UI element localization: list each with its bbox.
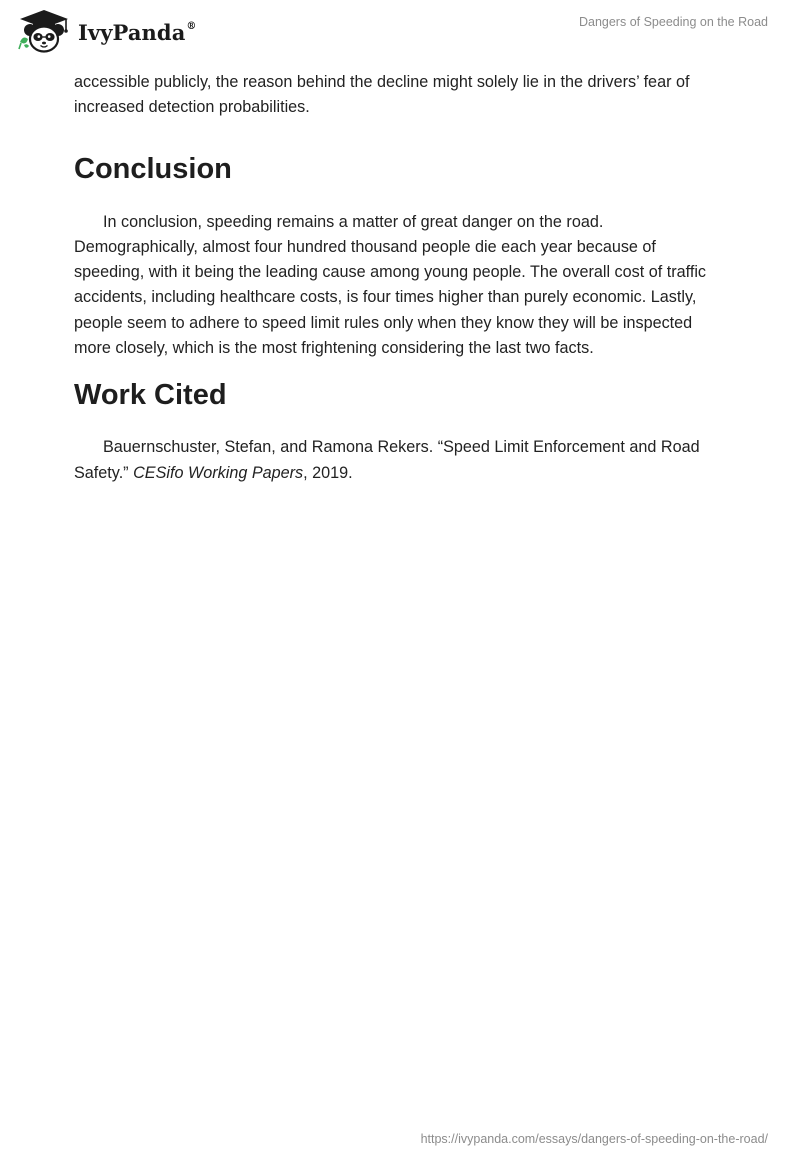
source-url-link[interactable]: https://ivypanda.com/essays/dangers-of-speeding-on-the-road/ xyxy=(420,1132,768,1146)
running-title: Dangers of Speeding on the Road xyxy=(578,15,768,29)
citation-authors-title: Bauernschuster, Stefan, and Ramona Rekers. “Speed Limit Enforcement and Road Safety.” xyxy=(74,438,700,482)
brand-name xyxy=(78,20,197,45)
conclusion-heading: Conclusion xyxy=(74,152,232,185)
ivypanda-logo[interactable] xyxy=(16,8,197,54)
conclusion-paragraph: In conclusion, speeding remains a matter of great danger on the road. Demographically, almost four hundred thousand people die each year because of speeding, with it being the leading cause among young people. The overall cost of traffic accidents, including healthcare costs, is four times higher than purely economic. Lastly, people seem to adhere to speed limit rules only when they know they will be inspected more closely, which is the most frightening considering the last two facts. xyxy=(74,212,707,358)
page-header xyxy=(0,0,800,62)
citation-year: , 2019. xyxy=(303,463,353,482)
intro-paragraph: accessible publicly, the reason behind the decline might solely lie in the drivers’ fear of increased detection probabilities. xyxy=(74,73,690,117)
brand-name-text: IvyPanda xyxy=(78,19,186,45)
registered-mark: ® xyxy=(186,20,197,32)
citation-entry xyxy=(74,435,728,486)
citation-journal: CESifo Working Papers xyxy=(133,463,304,482)
work-cited-heading: Work Cited xyxy=(74,379,227,412)
panda-graduate-icon xyxy=(16,8,72,54)
essay-content xyxy=(74,70,728,486)
